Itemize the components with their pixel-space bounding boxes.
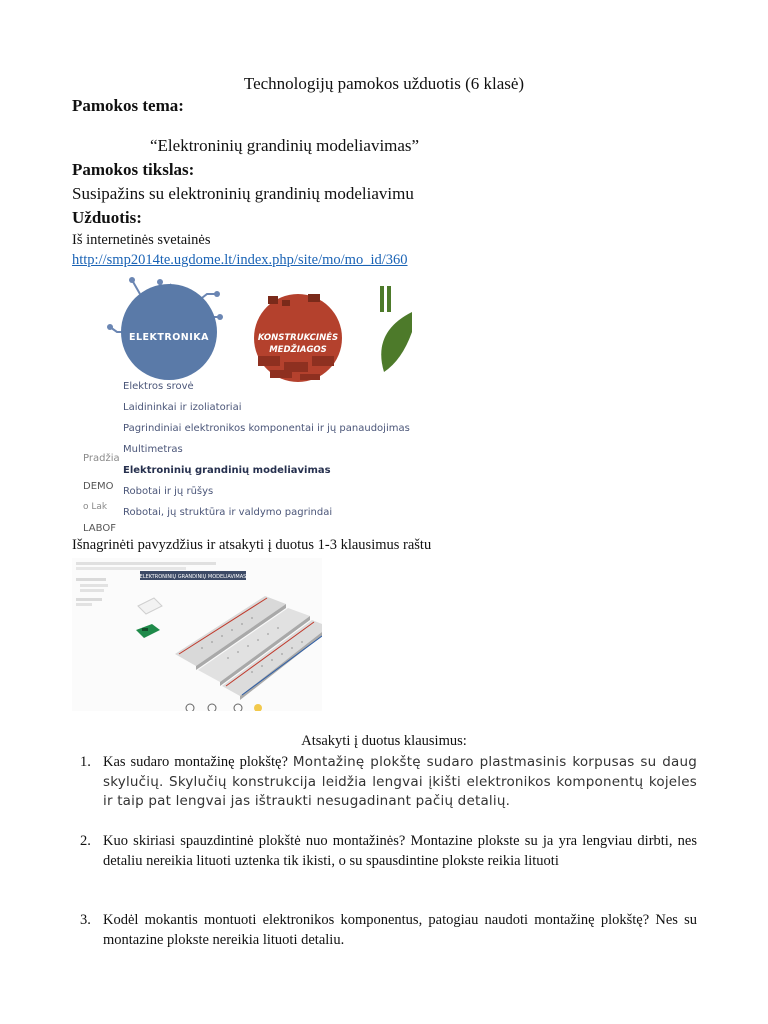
- menu-item-modeliavimas[interactable]: Elektroninių grandinių modeliavimas: [123, 465, 331, 476]
- leaf-shape: [381, 312, 412, 372]
- menu-item-elektros-srove[interactable]: Elektros srovė: [123, 381, 194, 392]
- answer-text: Montazine plokste su ja yra lengviau dirbti, nes detaliu nereikia lituoti uztenka tik ikisti, o su spausdintine plokste reikia lituoti: [103, 833, 698, 869]
- materials-circle-label-2: MEDŽIAGOS: [269, 345, 327, 355]
- menu-item-laidininkai[interactable]: Laidininkai ir izoliatoriai: [123, 402, 242, 413]
- side-label-lak: o Lak: [83, 502, 108, 512]
- question-text: Kodėl mokantis montuoti elektronikos komponentus, patogiau naudoti montažinę plokštę?: [103, 912, 650, 928]
- menu-item-komponentai[interactable]: Pagrindiniai elektronikos komponentai ir jų panaudojimas: [123, 423, 410, 434]
- question-item: [80, 911, 697, 950]
- answer-text: Montažinę plokštę sudaro plastmasinis korpusas su daug skylučių. Skylučių konstrukcija leidžia lengvai įkišti elektronikos komponentų kojeles ir taip pat lengvai jas ištraukti nesugadinant pačių detalių.: [103, 754, 698, 809]
- question-number: 3.: [80, 912, 91, 928]
- topic-text: “Elektroninių grandinių modeliavimas”: [150, 136, 420, 155]
- instruction-text: Išnagrinėti pavyzdžius ir atsakyti į duotus 1-3 klausimus raštu: [72, 537, 432, 553]
- side-label-labor: LABOF: [83, 523, 116, 534]
- materials-circle-label-1: KONSTRUKCINĖS: [257, 333, 339, 343]
- question-item: [80, 753, 697, 812]
- goal-text: Susipažins su elektroninių grandinių modeliavimu: [72, 184, 414, 203]
- side-label-demo: DEMO: [83, 481, 114, 492]
- topic-heading: Pamokos tema:: [72, 96, 184, 115]
- side-label-pradzia: Pradžia: [83, 453, 120, 464]
- menu-item-multimetras[interactable]: Multimetras: [123, 444, 183, 455]
- menu-item-robotai-struktura[interactable]: Robotai, jų struktūra ir valdymo pagrindai: [123, 507, 333, 518]
- question-text: Kas sudaro montažinę plokštę?: [103, 754, 288, 770]
- question-number: 2.: [80, 833, 91, 849]
- document-title: Technologijų pamokos užduotis (6 klasė): [243, 74, 525, 93]
- goal-heading: Pamokos tikslas:: [72, 160, 195, 179]
- website-screenshot-menu: [72, 272, 412, 540]
- breadboard-graphic: [72, 558, 322, 711]
- electronics-circle-label: ELEKTRONIKA: [129, 332, 209, 343]
- category-circles-graphic: [72, 272, 412, 382]
- modeling-banner-label: ELEKTRONINIŲ GRANDINIŲ MODELIAVIMAS: [139, 574, 247, 580]
- answer-text: Nes su montazine plokste nereikia lituoti detaliu.: [103, 912, 697, 948]
- questions-heading: Atsakyti į duotus klausimus:: [301, 733, 467, 749]
- question-number: 1.: [80, 754, 91, 770]
- breadboard-screenshot: [72, 558, 322, 711]
- question-item: [80, 832, 697, 871]
- question-text: Kuo skiriasi spauzdintinė plokštė nuo montažinės?: [103, 833, 406, 849]
- source-link[interactable]: http://smp2014te.ugdome.lt/index.php/site/mo/mo_id/360: [72, 252, 408, 268]
- source-text: Iš internetinės svetainės: [72, 232, 211, 248]
- task-heading: Užduotis:: [72, 208, 142, 227]
- menu-item-robotai-rusys[interactable]: Robotai ir jų rūšys: [123, 486, 214, 497]
